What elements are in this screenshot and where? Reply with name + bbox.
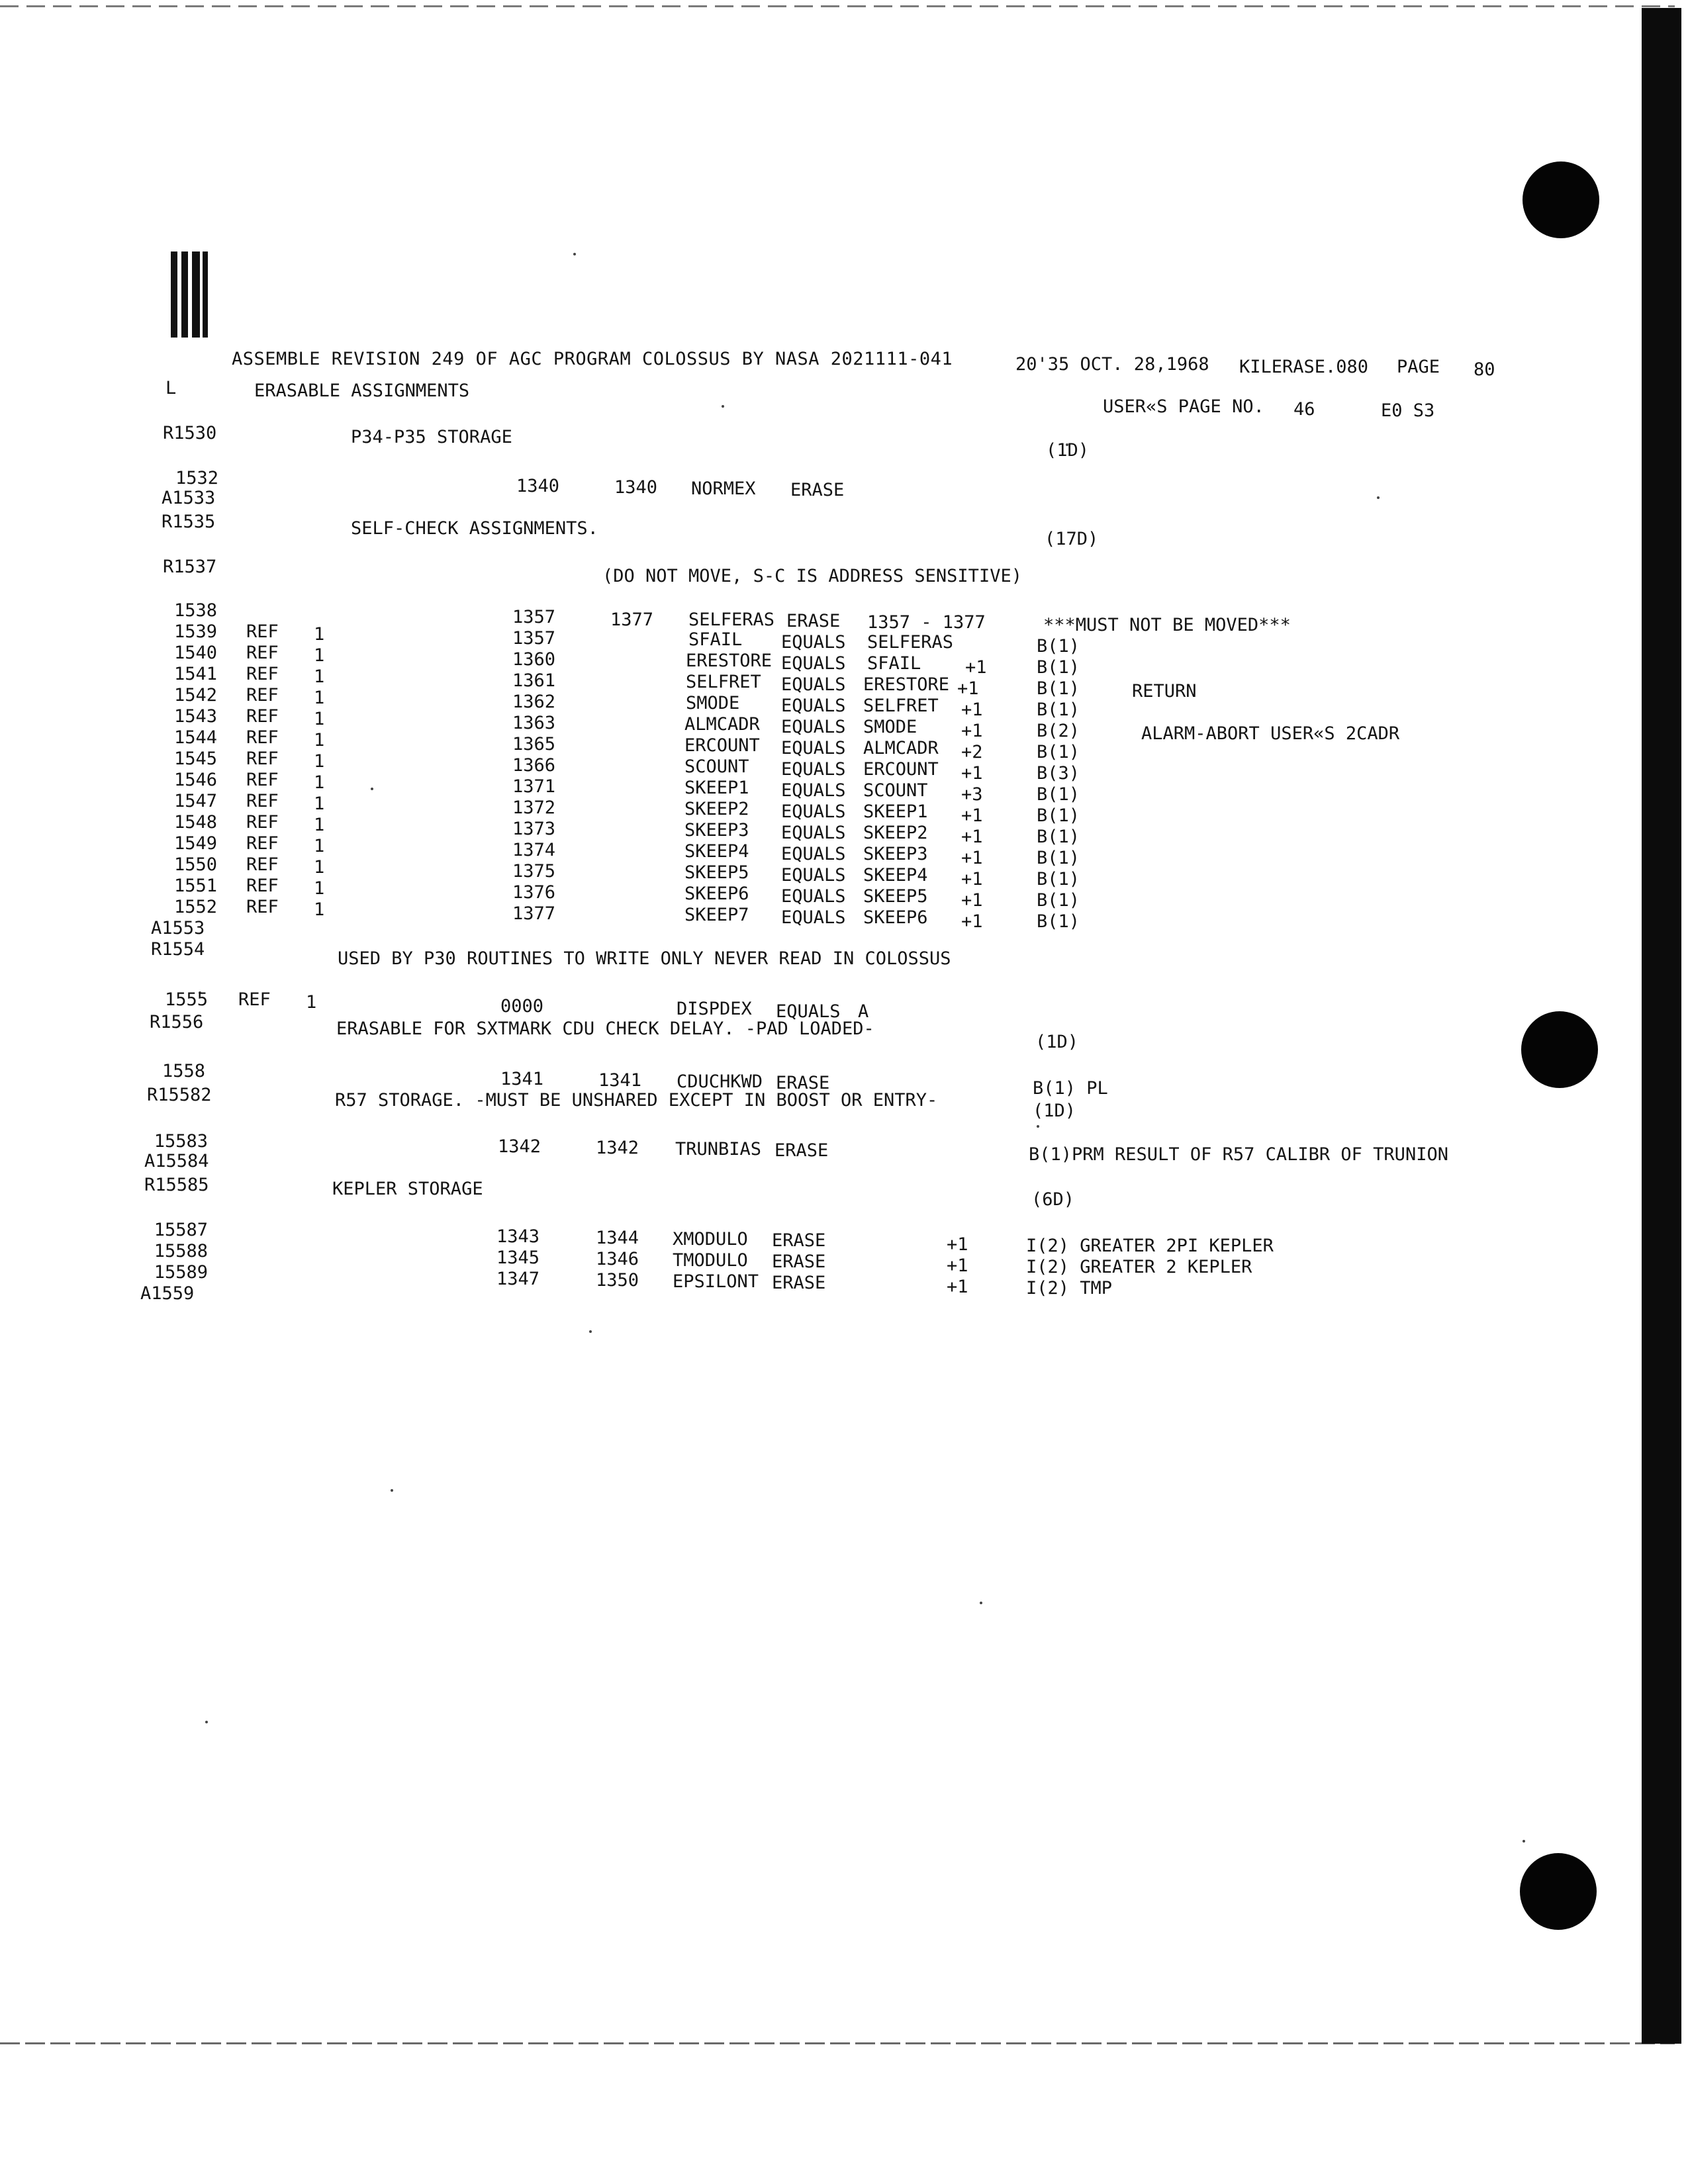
user-page-label: USER«S PAGE NO. — [1103, 396, 1264, 417]
speck — [589, 1330, 592, 1333]
address: 1372 — [512, 797, 556, 818]
word-count-tag: B(1) — [1037, 784, 1080, 805]
address: 1342 — [498, 1136, 541, 1157]
address: 1366 — [512, 755, 556, 776]
address: 1341 — [500, 1069, 544, 1089]
opcode: EQUALS — [781, 738, 846, 758]
section-title: ERASABLE ASSIGNMENTS — [254, 381, 470, 401]
opcode: EQUALS — [781, 907, 846, 928]
line-number: R1556 — [150, 1012, 204, 1032]
line-number: A1533 — [162, 488, 216, 508]
address: 1360 — [512, 649, 556, 670]
increment: +1 — [961, 763, 983, 784]
address: 1374 — [512, 840, 556, 860]
word-count-tag: B(3) — [1037, 763, 1080, 784]
line-number: 1538 — [173, 600, 217, 621]
comment: I(2) GREATER 2PI KEPLER — [1026, 1236, 1274, 1256]
word-count-tag: B(1) — [1037, 657, 1080, 678]
opcode: ERASE — [772, 1251, 826, 1272]
symbol: SKEEP1 — [684, 778, 749, 798]
address: 0000 — [500, 996, 544, 1017]
address: 1375 — [512, 861, 556, 882]
header-page-label: PAGE — [1397, 357, 1440, 377]
line-number: 15583 — [154, 1131, 208, 1152]
address: 1345 — [496, 1248, 540, 1268]
operand: SELFERAS — [867, 632, 954, 653]
opcode: EQUALS — [781, 696, 846, 716]
opcode: EQUALS — [781, 801, 846, 822]
remark-text: ERASABLE FOR SXTMARK CDU CHECK DELAY. -PAD LOADED- — [336, 1019, 874, 1039]
address-end: 1341 — [598, 1070, 642, 1091]
address: 1365 — [512, 734, 556, 754]
symbol: TRUNBIAS — [675, 1139, 762, 1160]
increment: +1 — [965, 657, 987, 678]
line-number: A1553 — [151, 918, 205, 938]
increment: +1 — [961, 911, 983, 932]
comment: I(2) GREATER 2 KEPLER — [1026, 1257, 1252, 1277]
address: 1371 — [512, 776, 556, 797]
line-number: 15587 — [154, 1220, 208, 1240]
remark-text: (DO NOT MOVE, S-C IS ADDRESS SENSITIVE) — [602, 566, 1022, 586]
symbol: SKEEP4 — [684, 841, 749, 862]
word-count-tag: (17D) — [1045, 529, 1099, 549]
operand: ERCOUNT — [863, 759, 939, 780]
line-number: 1544 — [173, 727, 217, 748]
ref-marker: REF — [246, 876, 279, 896]
symbol: SCOUNT — [684, 756, 749, 777]
opcode: EQUALS — [781, 865, 846, 886]
ref-marker: REF — [246, 621, 279, 642]
operand: ALMCADR — [863, 738, 939, 758]
remark-text: KEPLER STORAGE — [332, 1179, 483, 1199]
word-count-tag: (1D) — [1033, 1101, 1076, 1121]
speck — [1377, 496, 1380, 499]
line-number: 1558 — [162, 1061, 205, 1081]
perforation-bottom — [0, 2042, 1675, 2044]
line-number: 1540 — [173, 643, 217, 663]
symbol: NORMEX — [691, 478, 756, 499]
line-number: 1550 — [173, 854, 217, 875]
increment: +1 — [961, 805, 983, 826]
line-number: R1535 — [162, 512, 216, 532]
header-datetime: 20'35 OCT. 28,1968 — [1015, 354, 1209, 375]
remark-text: R57 STORAGE. -MUST BE UNSHARED EXCEPT IN BOOST OR ENTRY- — [335, 1090, 938, 1111]
opcode: EQUALS — [781, 653, 846, 674]
word-count-tag: B(1) PL — [1033, 1078, 1108, 1099]
word-count-tag: B(1) — [1037, 805, 1080, 826]
ref-count: 1 — [314, 751, 325, 772]
speck — [1037, 1125, 1039, 1128]
remark-text: P34-P35 STORAGE — [351, 427, 512, 447]
ref-count: 1 — [314, 857, 325, 878]
increment: +1 — [947, 1255, 968, 1276]
address: 1377 — [512, 903, 556, 924]
opcode: EQUALS — [781, 844, 846, 864]
ref-count: 1 — [314, 730, 325, 751]
word-count-tag: B(1) — [1037, 678, 1080, 699]
operand: SKEEP4 — [863, 865, 928, 886]
line-number: 1545 — [173, 749, 217, 769]
symbol: EPSILONT — [673, 1271, 759, 1292]
speck — [371, 788, 373, 790]
ref-count: 1 — [314, 709, 325, 729]
address: 1340 — [516, 476, 560, 496]
symbol: SKEEP3 — [684, 820, 749, 841]
line-number: 1546 — [173, 770, 217, 790]
ref-count: 1 — [314, 899, 325, 920]
speck — [391, 1489, 393, 1492]
ref-marker: REF — [246, 685, 279, 705]
address-end: 1342 — [596, 1138, 639, 1158]
word-count-tag: B(1) — [1037, 869, 1080, 889]
increment: +1 — [961, 848, 983, 868]
word-count-tag: B(1) — [1037, 848, 1080, 868]
symbol: ERCOUNT — [684, 735, 760, 756]
ref-count: 1 — [314, 645, 325, 666]
symbol: SKEEP6 — [684, 884, 749, 904]
address-end: 1340 — [614, 477, 658, 498]
symbol: SMODE — [686, 693, 740, 713]
remark-text: SELF-CHECK ASSIGNMENTS. — [351, 518, 598, 539]
operand: SCOUNT — [863, 780, 928, 801]
symbol: SELFRET — [686, 672, 761, 692]
eo-label: E0 S3 — [1381, 400, 1435, 421]
line-number: R1554 — [151, 939, 205, 960]
symbol: CDUCHKWD — [677, 1071, 763, 1092]
address: 1347 — [496, 1269, 540, 1289]
opcode: EQUALS — [781, 717, 846, 737]
ref-marker: REF — [238, 989, 271, 1010]
comment: B(1)PRM RESULT OF R57 CALIBR OF TRUNION — [1029, 1144, 1448, 1165]
operand: SKEEP5 — [863, 886, 928, 907]
remark-text: USED BY P30 ROUTINES TO WRITE ONLY NEVER READ IN COLOSSUS — [338, 948, 951, 969]
operand: SKEEP6 — [863, 907, 928, 928]
barcode-stamp-icon — [171, 251, 209, 345]
operand: SFAIL — [867, 653, 921, 674]
word-count-tag: B(1) — [1037, 890, 1080, 911]
symbol: SKEEP7 — [684, 905, 749, 925]
address: 1363 — [512, 713, 556, 733]
address: 1373 — [512, 819, 556, 839]
increment: +3 — [961, 784, 983, 805]
symbol: ALMCADR — [684, 714, 760, 735]
increment: +1 — [957, 678, 979, 699]
ref-marker: REF — [246, 897, 279, 917]
ref-marker: REF — [246, 706, 279, 727]
comment: ***MUST NOT BE MOVED*** — [1043, 615, 1291, 635]
increment: +1 — [961, 890, 983, 911]
increment: +1 — [961, 827, 983, 847]
opcode: EQUALS — [781, 780, 846, 801]
opcode: ERASE — [776, 1073, 830, 1093]
speck — [205, 1721, 208, 1723]
opcode: ERASE — [786, 611, 841, 631]
ref-count: 1 — [314, 624, 325, 645]
ref-marker: REF — [246, 643, 279, 663]
line-number: R1530 — [163, 423, 217, 443]
word-count-tag: B(2) — [1037, 721, 1080, 741]
line-number: 1552 — [173, 897, 217, 917]
address: 1343 — [496, 1226, 540, 1247]
line-number: 1543 — [173, 706, 217, 727]
line-number: 1549 — [173, 833, 217, 854]
address-end: 1346 — [596, 1249, 639, 1269]
ref-marker: REF — [246, 854, 279, 875]
comment: ALARM-ABORT USER«S 2CADR — [1141, 723, 1400, 744]
opcode: EQUALS — [781, 823, 846, 843]
header-filename: KILERASE.080 — [1239, 357, 1369, 377]
address: 1361 — [512, 670, 556, 691]
address: 1357 — [512, 607, 556, 627]
ref-marker: REF — [246, 727, 279, 748]
comment: RETURN — [1132, 681, 1197, 702]
line-number: 1539 — [173, 621, 217, 642]
word-count-tag: B(1) — [1037, 700, 1080, 720]
user-page-number: 46 — [1293, 399, 1315, 420]
opcode: ERASE — [774, 1140, 829, 1161]
word-count-tag: B(1) — [1037, 742, 1080, 762]
perforation-top — [0, 5, 1675, 7]
word-count-tag: B(1) — [1037, 827, 1080, 847]
operand: 1357 - 1377 — [867, 612, 986, 633]
opcode: EQUALS — [781, 886, 846, 907]
increment: +2 — [961, 742, 983, 762]
header-title: ASSEMBLE REVISION 249 OF AGC PROGRAM COLOSSUS BY NASA 2021111-041 — [232, 349, 953, 369]
line-number: R15582 — [147, 1085, 212, 1105]
operand: SELFRET — [863, 696, 939, 716]
scan-edge-shadow — [1642, 8, 1681, 2044]
header-page-number: 80 — [1474, 359, 1495, 380]
word-count-tag: (1D) — [1035, 1032, 1079, 1052]
listing-type-marker: L — [165, 378, 177, 398]
ref-marker: REF — [246, 791, 279, 811]
line-number: 1547 — [173, 791, 217, 811]
line-number: 1551 — [173, 876, 217, 896]
opcode: EQUALS — [781, 759, 846, 780]
ref-marker: REF — [246, 812, 279, 833]
line-number: 1532 — [175, 468, 218, 488]
ref-marker: REF — [246, 833, 279, 854]
ref-count: 1 — [314, 772, 325, 793]
line-number: 1542 — [173, 685, 217, 705]
opcode: ERASE — [772, 1273, 826, 1293]
symbol: SKEEP5 — [684, 862, 749, 883]
address-end: 1344 — [596, 1228, 639, 1248]
symbol: DISPDEX — [677, 999, 752, 1019]
word-count-tag: B(1) — [1037, 911, 1080, 932]
symbol: ERESTORE — [686, 651, 773, 671]
opcode: EQUALS — [781, 674, 846, 695]
ref-count: 1 — [314, 836, 325, 856]
speck — [1523, 1840, 1525, 1843]
opcode: ERASE — [790, 480, 845, 500]
binder-hole-icon — [1523, 161, 1599, 238]
line-number: A15584 — [144, 1151, 209, 1171]
symbol: SELFERAS — [688, 610, 775, 630]
line-number: 1541 — [173, 664, 217, 684]
ref-marker: REF — [246, 749, 279, 769]
ref-count: 1 — [314, 688, 325, 708]
symbol: TMODULO — [673, 1250, 748, 1271]
ref-count: 1 — [306, 992, 317, 1013]
ref-count: 1 — [314, 815, 325, 835]
line-number: R1537 — [163, 557, 217, 577]
line-number: 15588 — [154, 1241, 208, 1261]
opcode: EQUALS — [781, 632, 846, 653]
symbol: SKEEP2 — [684, 799, 749, 819]
speck — [980, 1602, 982, 1604]
ref-count: 1 — [314, 878, 325, 899]
increment: +1 — [961, 700, 983, 720]
speck — [573, 253, 576, 255]
operand: ERESTORE — [863, 674, 950, 695]
address: 1357 — [512, 628, 556, 649]
ref-count: 1 — [314, 666, 325, 687]
comment: I(2) TMP — [1026, 1278, 1113, 1298]
ref-count: 1 — [314, 794, 325, 814]
address-end: 1350 — [596, 1270, 639, 1291]
line-number: A1559 — [140, 1283, 195, 1304]
line-number: R15585 — [144, 1175, 209, 1195]
operand: SKEEP1 — [863, 801, 928, 822]
increment: +1 — [961, 721, 983, 741]
word-count-tag: (6D) — [1031, 1189, 1075, 1210]
symbol: SFAIL — [688, 629, 743, 650]
line-number: 1555 — [164, 989, 208, 1010]
address: 1376 — [512, 882, 556, 903]
address-end: 1377 — [610, 610, 654, 630]
binder-hole-icon — [1520, 1853, 1597, 1930]
opcode: EQUALS — [776, 1001, 841, 1022]
word-count-tag: B(1) — [1037, 636, 1080, 657]
ref-marker: REF — [246, 770, 279, 790]
speck — [722, 405, 724, 408]
operand: SMODE — [863, 717, 917, 737]
line-number: 15589 — [154, 1262, 208, 1283]
operand: SKEEP2 — [863, 823, 928, 843]
ref-marker: REF — [246, 664, 279, 684]
line-number: 1548 — [173, 812, 217, 833]
address: 1362 — [512, 692, 556, 712]
opcode: ERASE — [772, 1230, 826, 1251]
increment: +1 — [947, 1234, 968, 1255]
word-count-tag: (1D) — [1046, 440, 1090, 461]
binder-hole-icon — [1521, 1011, 1598, 1088]
increment: +1 — [947, 1277, 968, 1297]
operand: SKEEP3 — [863, 844, 928, 864]
increment: +1 — [961, 869, 983, 889]
symbol: XMODULO — [673, 1229, 748, 1250]
operand: A — [858, 1001, 869, 1022]
